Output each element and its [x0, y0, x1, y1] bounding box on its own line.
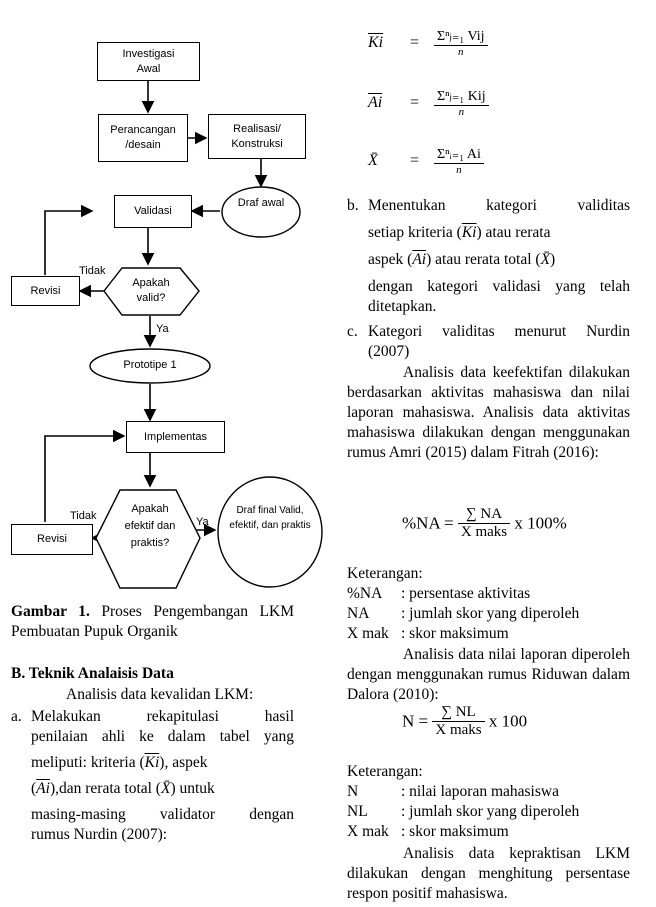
decision-efektif-label: Apakah efektif dan praktis? — [124, 503, 176, 549]
item-b-line1: Menentukan kategori validitas — [368, 197, 630, 214]
ki-symbol-b: $\overline{Ki}$ — [461, 224, 477, 241]
formula-na-lhs: %NA = — [402, 513, 454, 533]
item-a-line4-post: ) untuk — [170, 780, 215, 797]
formula-na-num: ∑ NA — [458, 506, 510, 524]
formula-x-frac — [434, 146, 484, 176]
ket2-desc: : jumlah skor yang diperoleh — [401, 803, 580, 820]
ket2-row — [347, 822, 630, 842]
item-a-line6: rumus Nurdin (2007): — [31, 826, 168, 843]
ket1-row — [347, 604, 630, 624]
formula-ki-lhs: $\overline{Ki}$ — [368, 33, 384, 51]
ket1-desc: : skor maksimum — [401, 625, 509, 642]
formula-x-num: Σⁿᵢ₌₁ Ai — [434, 146, 484, 164]
nilai-paragraph: Analisis data nilai laporan diperoleh dengan menggunakan rumus Riduwan dalam Dalora (2010): — [347, 646, 630, 703]
ai-symbol-inline: $\overline{Ai}$ — [36, 780, 50, 797]
formula-n-num: ∑ NL — [432, 704, 484, 722]
formula-na — [402, 506, 567, 541]
box-perancangan-label: Perancangan /desain — [110, 124, 176, 151]
formula-ki — [368, 28, 488, 58]
ai-symbol-b: $\overline{Ai}$ — [412, 251, 427, 268]
item-b-line2-post: ) atau rerata — [476, 224, 551, 241]
item-a-line5: masing-masing validator dengan — [31, 806, 294, 823]
ket2-term: NL — [347, 803, 368, 820]
label-tidak-2: Tidak — [70, 510, 97, 522]
item-b-line2-pre: setiap kriteria ( — [368, 224, 462, 241]
item-a-line3-pre: meliputi: kriteria ( — [31, 754, 145, 771]
formula-ki-frac — [434, 28, 488, 58]
section-intro: Analisis data kevalidan LKM: — [66, 686, 254, 703]
item-a-marker: a. — [11, 708, 22, 725]
item-b-line3 — [368, 250, 630, 270]
label-tidak-1: Tidak — [79, 265, 106, 277]
item-b-line4: dengan kategori validasi yang telah — [368, 278, 630, 295]
box-realisasi-label: Realisasi/ Konstruksi — [231, 122, 283, 150]
formula-x-lhs: X̄ — [368, 151, 378, 169]
formula-na-frac — [458, 506, 510, 541]
formula-n-mult: x 100 — [488, 711, 528, 731]
xbar-symbol-b: X̄ — [540, 251, 551, 268]
label-ya-1: Ya — [156, 323, 169, 335]
effectiveness-paragraph: Analisis data keefektifan dilakukan berdasarkan aktivitas mahasiswa dan nilai laporan mahasiswa. Analisis data aktivitas mahasiswa dilakukan dengan menggunakan rumus Amri (2015) dalam Fitrah (2016): — [347, 364, 630, 461]
ket1-term: X mak — [347, 625, 389, 642]
formula-n-frac — [432, 704, 484, 739]
item-c-line2: (2007) — [368, 343, 410, 360]
box-investigasi — [97, 42, 200, 81]
keterangan-2-list — [347, 782, 630, 842]
xbar-symbol-inline: X̄ — [160, 780, 171, 797]
item-b-marker: b. — [347, 197, 359, 214]
ket1-term: %NA — [347, 585, 383, 602]
item-b-line2 — [368, 223, 630, 243]
decision-valid-label: Apakah valid? — [132, 277, 170, 304]
ket2-desc: : nilai laporan mahasiswa — [401, 783, 559, 800]
ket1-row — [347, 584, 630, 604]
draf-awal-label: Draf awal — [237, 197, 285, 209]
keterangan-1-heading: Keterangan: — [347, 565, 423, 582]
ket1-desc: : persentase aktivitas — [401, 585, 531, 602]
item-b-line3-pre: aspek ( — [368, 251, 413, 268]
kepraktisan-paragraph: Analisis data kepraktisan LKM dilakukan dengan menghitung persentase respon positif mahasiswa. — [347, 845, 630, 902]
ket2-row — [347, 802, 630, 822]
ket1-desc: : jumlah skor yang diperoleh — [401, 605, 580, 622]
formula-x-eq: = — [410, 151, 420, 169]
item-c-text — [368, 322, 630, 362]
box-revisi-1-label: Revisi — [30, 284, 61, 297]
item-c-marker: c. — [347, 323, 358, 340]
box-investigasi-label: Investigasi Awal — [122, 47, 175, 75]
figure-caption — [11, 602, 294, 642]
ket2-term: X mak — [347, 823, 389, 840]
formula-ai-frac — [434, 88, 489, 118]
keterangan-1-list — [347, 584, 630, 644]
formula-ai-eq: = — [410, 93, 420, 111]
formula-ai-num: Σⁿⱼ₌₁ Kij — [434, 88, 489, 106]
item-a-line3 — [31, 753, 294, 773]
keterangan-2-heading: Keterangan: — [347, 763, 423, 780]
ket2-desc: : skor maksimum — [401, 823, 509, 840]
formula-ai-den: n — [458, 106, 465, 118]
item-c-line1: Kategori validitas menurut Nurdin — [368, 323, 630, 340]
box-revisi-1 — [11, 276, 80, 306]
formula-n-den: X maks — [435, 722, 482, 738]
draf-final-label: Draf final Valid, efektif, dan praktis — [229, 505, 311, 531]
item-b-line3-post: ) — [550, 251, 556, 268]
formula-x — [368, 146, 484, 176]
box-revisi-2-label: Revisi — [37, 533, 67, 545]
item-a-line2: penilaian ahli ke dalam tabel yang — [31, 728, 294, 745]
item-b-text — [368, 196, 630, 317]
box-validasi — [114, 195, 192, 228]
formula-na-mult: x 100% — [514, 513, 567, 533]
section-heading: B. Teknik Analaisis Data — [11, 665, 174, 682]
formula-ki-eq: = — [410, 33, 420, 51]
item-a-line3-post: ), aspek — [159, 754, 208, 771]
formula-n-lhs: N = — [402, 711, 429, 731]
formula-na-den: X maks — [460, 524, 508, 540]
ket2-row — [347, 782, 630, 802]
box-implementas-label: Implementas — [144, 430, 207, 443]
formula-n — [402, 704, 527, 739]
caption-text: Proses Pengembangan LKM Pembuatan Pupuk Organik — [11, 603, 294, 640]
formula-ki-den: n — [458, 46, 464, 58]
box-realisasi — [208, 114, 306, 159]
box-revisi-2 — [11, 524, 93, 555]
box-perancangan — [98, 114, 188, 162]
item-a-line4-mid: ),dan rerata total ( — [49, 780, 161, 797]
ki-symbol-inline: $\overline{Ki}$ — [144, 754, 160, 771]
box-validasi-label: Validasi — [134, 205, 172, 217]
item-a-text — [31, 707, 294, 845]
formula-ki-num: Σⁿⱼ₌₁ Vij — [434, 28, 488, 46]
ket2-term: N — [347, 783, 359, 800]
formula-x-den: n — [456, 164, 462, 176]
prototipe-label: Prototipe 1 — [123, 359, 177, 371]
formula-ai — [368, 88, 489, 118]
label-ya-2: Ya — [196, 516, 209, 528]
box-implementas — [126, 421, 225, 453]
item-a-line1: Melakukan rekapitulasi hasil — [31, 708, 294, 725]
item-a-line4: $(\overline{Ai}),dan$ rerata total (X̄) untuk — [31, 780, 215, 797]
ket1-term: NA — [347, 605, 370, 622]
ket1-row — [347, 624, 630, 644]
formula-ai-lhs: $\overline{Ai}$ — [368, 93, 383, 111]
caption-label: Gambar 1. — [11, 603, 90, 620]
item-b-line5: ditetapkan. — [368, 298, 437, 315]
item-b-line3-mid: ) atau rerata total ( — [426, 251, 541, 268]
